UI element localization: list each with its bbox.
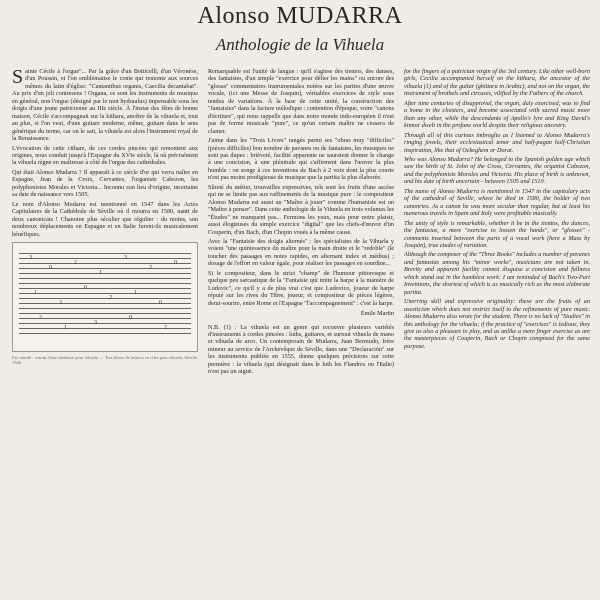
column-french-left <box>12 68 198 596</box>
column-french-right <box>208 68 394 596</box>
page-title: Alonso MUDARRA <box>197 3 403 29</box>
footnote-label: N.B. (1) : <box>208 323 237 331</box>
paragraph: Le nom d'Alonso Mudarra est mentionné en 1547 dans les Actes Capitulaires de la Cathédrale de Séville où il mourra en 1580, nanti de deux canonicats ! Chanoine plus séculier que régulier : du moins, son nombreux déplacements en Espagne et en Italie furent-ils musicalement bénéfiques. <box>12 200 198 238</box>
facsimile-caption: Fac-similé : extrait d'une tablature pour vihuela — Tres libros de música en cifra para vihuela, Séville, 1546 <box>12 354 198 365</box>
tablature-staff: 3 0 2 1 3 2 0 <box>19 253 191 281</box>
paragraph: for the fingers of a patrician virgin of the 3rd century. Like other well-born girls, Cecilia accompanied herself on the kithara, the ancestor of the vihuela (1) and of the guitar (ghittara in Arabic), and not on the organ, the instrument of brothels and circuses, vilified by the Fathers of the church. <box>404 68 590 98</box>
page-subtitle: Anthologie de la Vihuela <box>215 35 385 54</box>
paragraph-text: ainte Cécile à l'orgue"... Par la grâce d'un Botticelli, d'un Véronèse, d'un Poussin, et l'on emblématise le conte qui remonte aux sources mêmes du latin d'église: "Cantantibus organis, Caecilia decantabat". Au prix d'un joli contresens ! Organa, ce sont les instruments de musique en général, non l'orgue (désigné par le mot hydraulus) impensable sous les doigts d'une jeune patricienne au IIIe siècle. À l'instar des fêtes de bonne maison, Cécile s'accompagnait sur la kithara, ancêtre de la vihuela et, tout au plus, si l'on veut, d'une guitare moderne, même, guitare dans le sens générique du terme, car on le sait, la vihuela est alors l'instrument royal de la Renaissance. <box>12 68 198 143</box>
paragraph: Avec la "Fantaisie des doigts alternés" : les spécialistes de la Vihuela y voient "une quintessence du maître pour la main droite et le "redoble" (le toucher des passages en notes rapides, en alternant index et médius) ; dosage de l'effort en valeur égale, pour réaliser les passages en sourdine... <box>208 237 394 268</box>
paragraph: The unity of style is remarkable, whether it be in the tientos, the dances, the fantasias, a mere "exercise to loosen the hands", or "glosses" - comments inserted between the parts of a vocal work (here a Mass by Josquin), true etudes of variation. <box>404 219 590 249</box>
paragraph: The name of Alonso Mudarra is mentioned in 1547 in the capitulary acts of the cathedral of Seville, where he died in 1580, the holder of two canonries. As a canon he was more secular than regular, but at least his numerous travels in Spain and Italy were profitable musically. <box>404 187 590 218</box>
footnote <box>208 324 394 376</box>
paragraph: Si le compositeur, dans le strict "champ" de l'humour pittoresque et quelque peu sarcastique de la "Fantaisie qui imite la harpe à la manière de Ludovic", ce qu'il y a de plus vrai c'est que Ludovico, joueur de harpe réputé sur les rives du Tibre, joueur, et compositeur de pièces légères, demi-sourire, entre Rome et l'Espagne "l'accompagnement" : c'est la harpe. <box>208 269 394 307</box>
footnote-text: La vihuela est un genre qui recouvre plusieurs variétés d'instruments à cordes pincées : luths, guitares, et surtout vihuela de mano et vihuela de arco. Un contemporain de Mudarra, Juan Bermudo, frère mineur au service de l'Archevêque de Séville, dans une "Declaración" sur les instruments publiée en 1555, donne quelques précisions sur cette première : la vihuela (qui désignait dans le luth les Flandres ou l'Italie) n'est pas un aiguë. <box>208 323 394 376</box>
tablature-staff: 1 3 0 2 1 0 <box>19 283 191 311</box>
tablature-facsimile <box>12 242 198 352</box>
paragraph: Through all of this curious imbroglio as I listened to Alonso Mudarra's ringing jewels, their ecclesiastical tenor and half-pagan half-Christian inspiration, like that of Ockeghem or Dorat. <box>404 131 590 154</box>
paragraph: L'évocation de cette cithare, de ces cordes pincées qui remontent aux origines, nous conduit jusqu'à l'Espagne du XVIe siècle, là où précisément la vihuela règne en maîtresse à côté de l'orgue des cathédrales. <box>12 144 198 167</box>
paragraph: Who was Alonso Mudarra? He belonged to the Spanish golden age which saw the birth of St. John of the Cross, Cervantes, the organist Cabezon, and the polyphonists Morales and Victoria. His place of birth is unknown, and his date of birth uncertain - between 1505 and 1510. <box>404 155 590 186</box>
paragraph: Although the composer of the "Three Books" includes a number of pavanes and fantasias among his "minor works", musicians are not taken in. Brevity and apparent facility cannot disguise a concision and fullness which stand out in the humblest work: I am reminded of Bach's Two-Part Inventions, the shortest of which is as musically rich as the most elaborate partita. <box>404 251 590 296</box>
paragraph: Sûreté du métier, trouvailles expressives, tels sont les fruits d'une ascèse qui ne se limite pas aux raffinements de la musique pure : le compositeur Alonso Mudarra est aussi un "Maître à jouer" comme l'humaniste est un "Maître à penser". Dans cette anthologie de la Vihuela en trois volumes les "Études" ne manquent pas... Fermons les yeux, mais pour notre plaisir, aussi élogieuses du simple exercice "digital" que les chefs-d'œuvre d'un Couperin, d'un Bach, d'un Chopin voués à la même cause. <box>208 183 394 236</box>
paragraph: Unerring skill and expressive originality: these are the fruits of an asceticism which does not restrict itself to the refinements of pure music. Alonso Mudarra also wrote for the student. There is no lack of "Studies" in this anthology for the vihuela; if the practice of "exercises" is tedious, they give us also a pleasure to play, and as unlike a mere finger exercise as are the masterpieces of Couperin, Bach or Chopin composed for the same purpose. <box>404 298 590 350</box>
column-english <box>404 68 590 596</box>
paragraph: Qui était Alonso Mudarra ? Il apparaît à ce siècle d'or qui verra naître en Espagne, Jean de la Croix, Cervantes, l'organiste Cabezon, les polyphonistes Morales et Victoria... Inconnu son lieu d'origine, incertaine sa date de naissance vers 1505. <box>12 168 198 199</box>
drop-cap: S <box>12 68 24 88</box>
paragraph: After nine centuries of disapproval, the organ, duly exorcised, was to find a home in the cloisters, and become associated with sacred music more than any other, while the descendants of Apollo's lyre and King David's kinnor dwelt in the profane world despite their religious ancestry. <box>404 99 590 130</box>
tablature-staff: 2 1 3 0 2 <box>19 313 191 341</box>
author-signature: Émile Martin <box>360 310 394 318</box>
paragraph: J'aime dans les "Trois Livres" rangés parmi ses "obras muy "difficiles" (pièces difficiles) bon nombre de pavanes ou de fantaisies, les musiques ne sont pas dupes : brièveté, facilité apparente ne sauraient donner le change à une concision, à une plénitude qui s'affirment dans l'œuvre la plus humble : on songe à ces inventions de Bach à 2 voix dont la plus courte n'est pas moins prodigieuse de musique que la partita la plus élaborée. <box>208 137 394 182</box>
paragraph <box>12 68 198 143</box>
paragraph: Remarquable est l'unité de langue : qu'il s'agisse des tientos, des danses, des fantaisies, d'un simple "exercice pour délier les mains" ou encore des "glosas" commentaires instrumentales notées sur les parties d'une œuvre vocale, (ici une Messe de Josquin), véritables exercices de style sous tendus de variations. À la base de cette unité, la construction des "fantaisies" dans la facture mélodique : contention d'époque, voire "canons d'écriture", qui nous rappelle que dans notre monde indo-européen il n'est pas de forme musicale "pure", ce qu'un certain maître ne cessera de clamer. <box>208 68 394 135</box>
